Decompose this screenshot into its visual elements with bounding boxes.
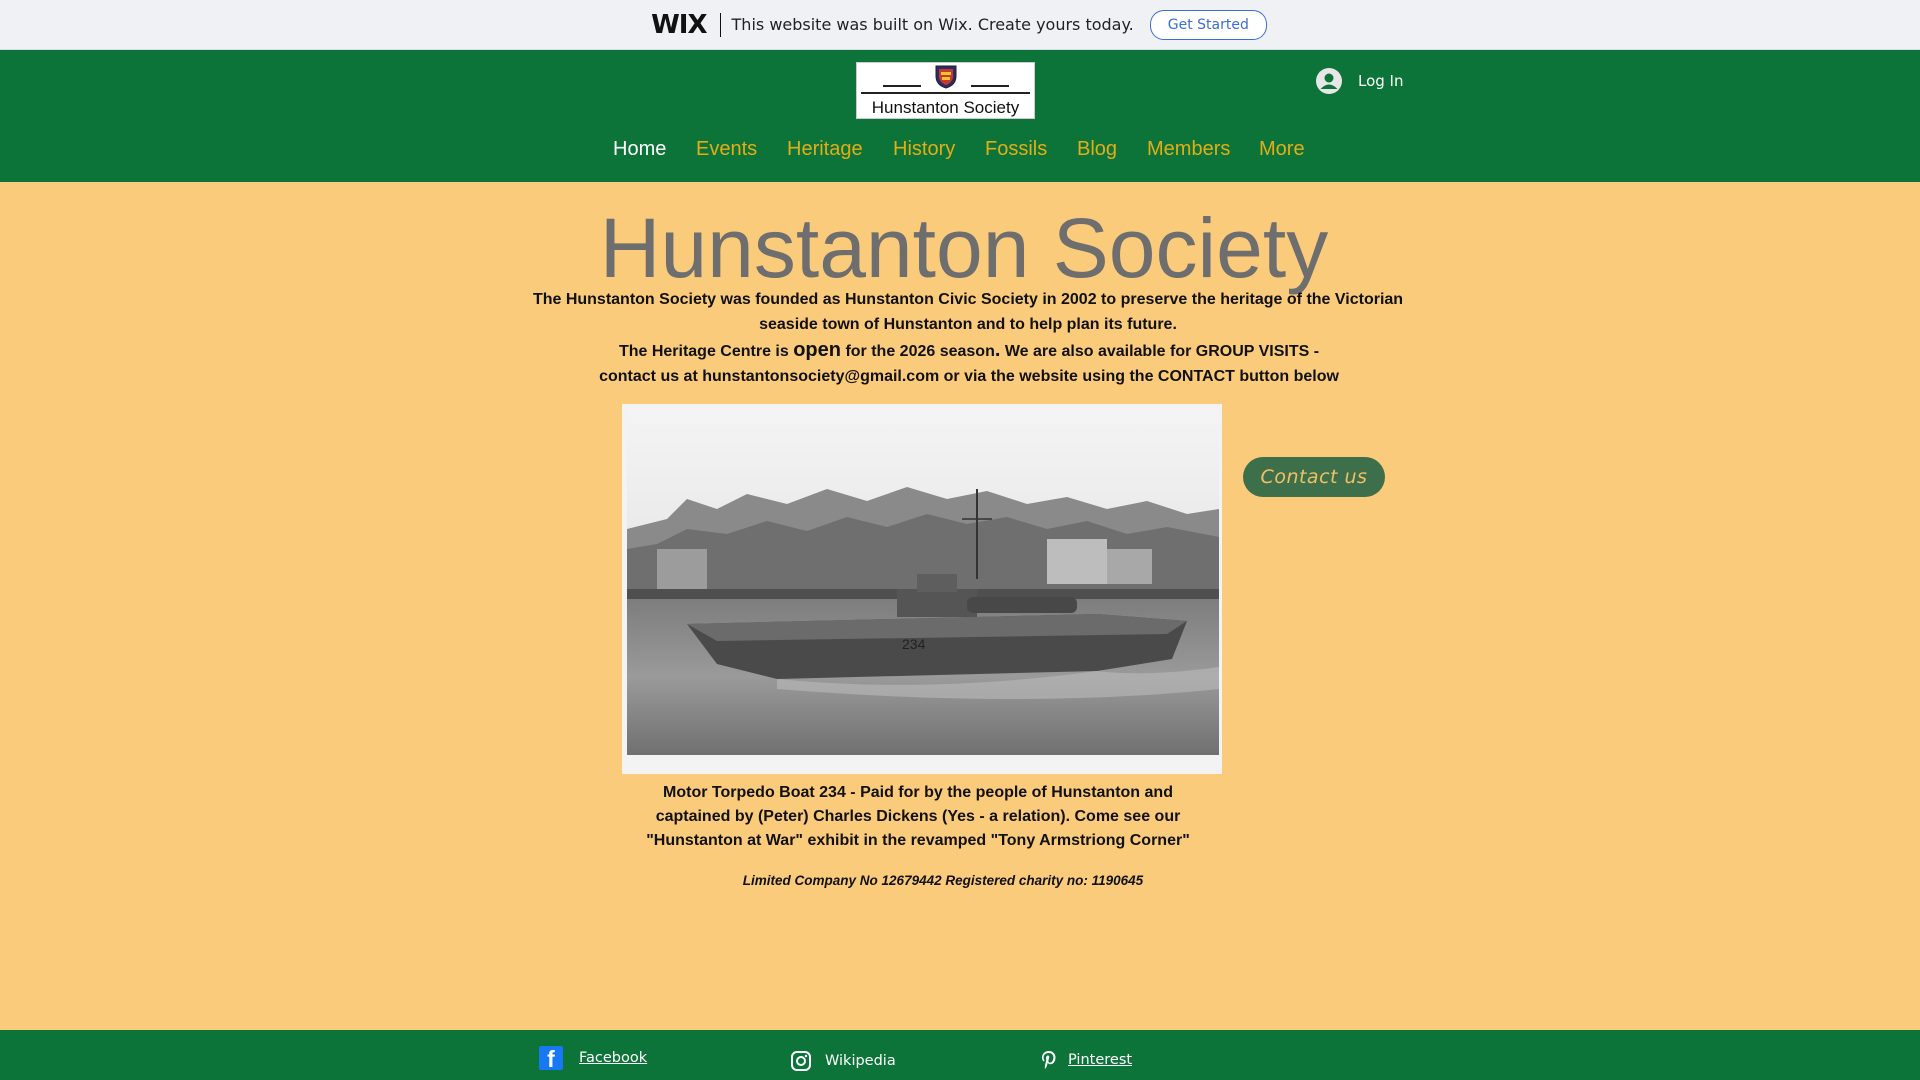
wix-logo[interactable]: WIX xyxy=(651,9,707,40)
logo-rule xyxy=(883,85,921,87)
photo-caption: Motor Torpedo Boat 234 - Paid for by the people of Hunstanton and captained by (Peter) Charles Dickens (Yes - a relation). Come see our "Hunstanton at War" exhibit in the revamped "Tony Armstriong Corner" xyxy=(646,784,1190,849)
wikipedia-link[interactable]: Wikipedia xyxy=(825,1053,896,1069)
nav-item-home[interactable]: Home xyxy=(613,138,667,160)
logo-rule xyxy=(971,85,1009,87)
heritage-mid: for the 2026 season xyxy=(841,343,995,360)
facebook-link-group xyxy=(539,1046,647,1070)
login-label: Log In xyxy=(1358,72,1404,90)
divider xyxy=(720,13,721,37)
torpedo-boat-photo[interactable] xyxy=(627,409,1219,755)
login-button[interactable] xyxy=(1316,68,1404,94)
heritage-prefix: The Heritage Centre is xyxy=(618,343,794,360)
site-header xyxy=(0,50,1920,182)
site-logo[interactable] xyxy=(856,62,1035,119)
nav-item-members[interactable]: Members xyxy=(1147,138,1231,160)
nav-item-events[interactable]: Events xyxy=(696,138,758,160)
boat-number: 234 xyxy=(902,636,926,652)
get-started-button[interactable]: Get Started xyxy=(1150,10,1267,40)
wikipedia-link-group xyxy=(790,1050,896,1072)
nav-item-blog[interactable]: Blog xyxy=(1077,138,1118,160)
instagram-icon[interactable] xyxy=(790,1050,812,1072)
torpedo-boat-photo-frame xyxy=(622,404,1222,774)
site-footer xyxy=(0,1030,1920,1080)
nav-item-history[interactable]: History xyxy=(893,138,956,160)
user-avatar-icon xyxy=(1316,68,1342,94)
nav-item-fossils[interactable]: Fossils xyxy=(985,138,1048,160)
heritage-dot: . xyxy=(994,339,1001,361)
contact-us-button[interactable]: Contact us xyxy=(1243,457,1385,497)
page-title: Hunstanton Society xyxy=(599,201,1329,295)
pinterest-icon[interactable] xyxy=(1040,1050,1058,1070)
logo-text: Hunstanton Society xyxy=(871,98,1020,117)
pinterest-link-group xyxy=(1040,1050,1132,1070)
company-registration: Limited Company No 12679442 Registered charity no: 1190645 xyxy=(742,873,1144,888)
facebook-icon[interactable]: f xyxy=(539,1046,563,1070)
nav-item-more[interactable]: More xyxy=(1259,138,1305,160)
heritage-suffix: We are also available for GROUP VISITS - contact us at hunstantonsociety@gmail.com or via the website using the CONTACT button below xyxy=(599,343,1339,385)
logo-rule xyxy=(861,92,1030,94)
wix-promo-banner xyxy=(0,0,1920,50)
crest-icon xyxy=(933,65,959,89)
pinterest-link[interactable]: Pinterest xyxy=(1068,1052,1133,1068)
wix-banner-message: This website was built on Wix. Create yours today. xyxy=(731,15,1134,34)
facebook-link[interactable]: Facebook xyxy=(579,1050,648,1066)
nav-item-heritage[interactable]: Heritage xyxy=(787,138,863,160)
heritage-open: open xyxy=(793,339,841,361)
heritage-paragraph xyxy=(589,338,1349,389)
intro-paragraph: The Hunstanton Society was founded as Hunstanton Civic Society in 2002 to preserve the heritage of the Victorian seaside town of Hunstanton and to help plan its future. xyxy=(532,291,1404,333)
main-navigation xyxy=(0,138,1920,168)
